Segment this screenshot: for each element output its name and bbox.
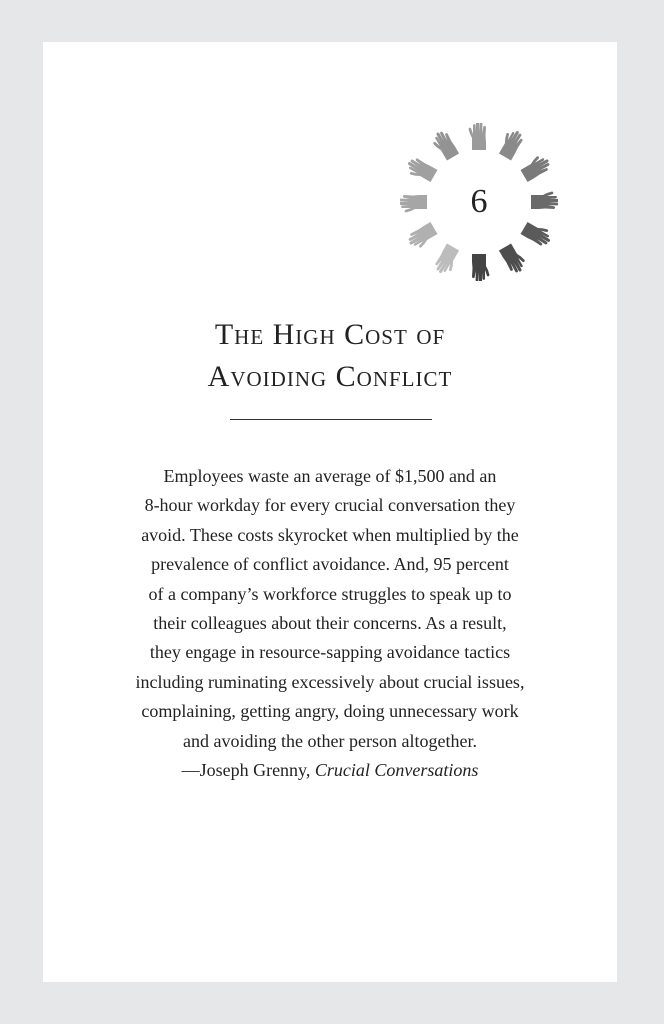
quote-line: 8-hour workday for every crucial conversation they (144, 495, 516, 516)
chapter-number: 6 (470, 183, 488, 220)
quote-line: they engage in resource-sapping avoidance tactics (149, 642, 511, 663)
title-divider (230, 419, 432, 420)
quote-line: avoid. These costs skyrocket when multiplied by the (141, 524, 519, 545)
quote-attribution (43, 756, 617, 785)
chapter-title-line-1: The High Cost of (214, 318, 446, 351)
quote-line: of a company’s workforce struggles to speak up to (148, 583, 512, 604)
quote-line: including ruminating excessively about crucial issues, (135, 671, 525, 692)
quote-line: Employees waste an average of $1,500 and an (163, 466, 497, 486)
chapter-title-line-2: Avoiding Conflict (207, 360, 453, 393)
chapter-emblem (400, 123, 558, 281)
quote-line: prevalence of conflict avoidance. And, 95 percent (151, 554, 509, 575)
attribution-source: Crucial Conversations (314, 760, 479, 781)
quote-line: and avoiding the other person altogether. (183, 730, 477, 751)
chapter-quote (43, 462, 617, 785)
quote-line: complaining, getting angry, doing unnecessary work (141, 701, 519, 722)
quote-line: their colleagues about their concerns. As a result, (153, 613, 507, 634)
book-page (43, 42, 617, 982)
attribution-author: —Joseph Grenny, (181, 760, 315, 781)
